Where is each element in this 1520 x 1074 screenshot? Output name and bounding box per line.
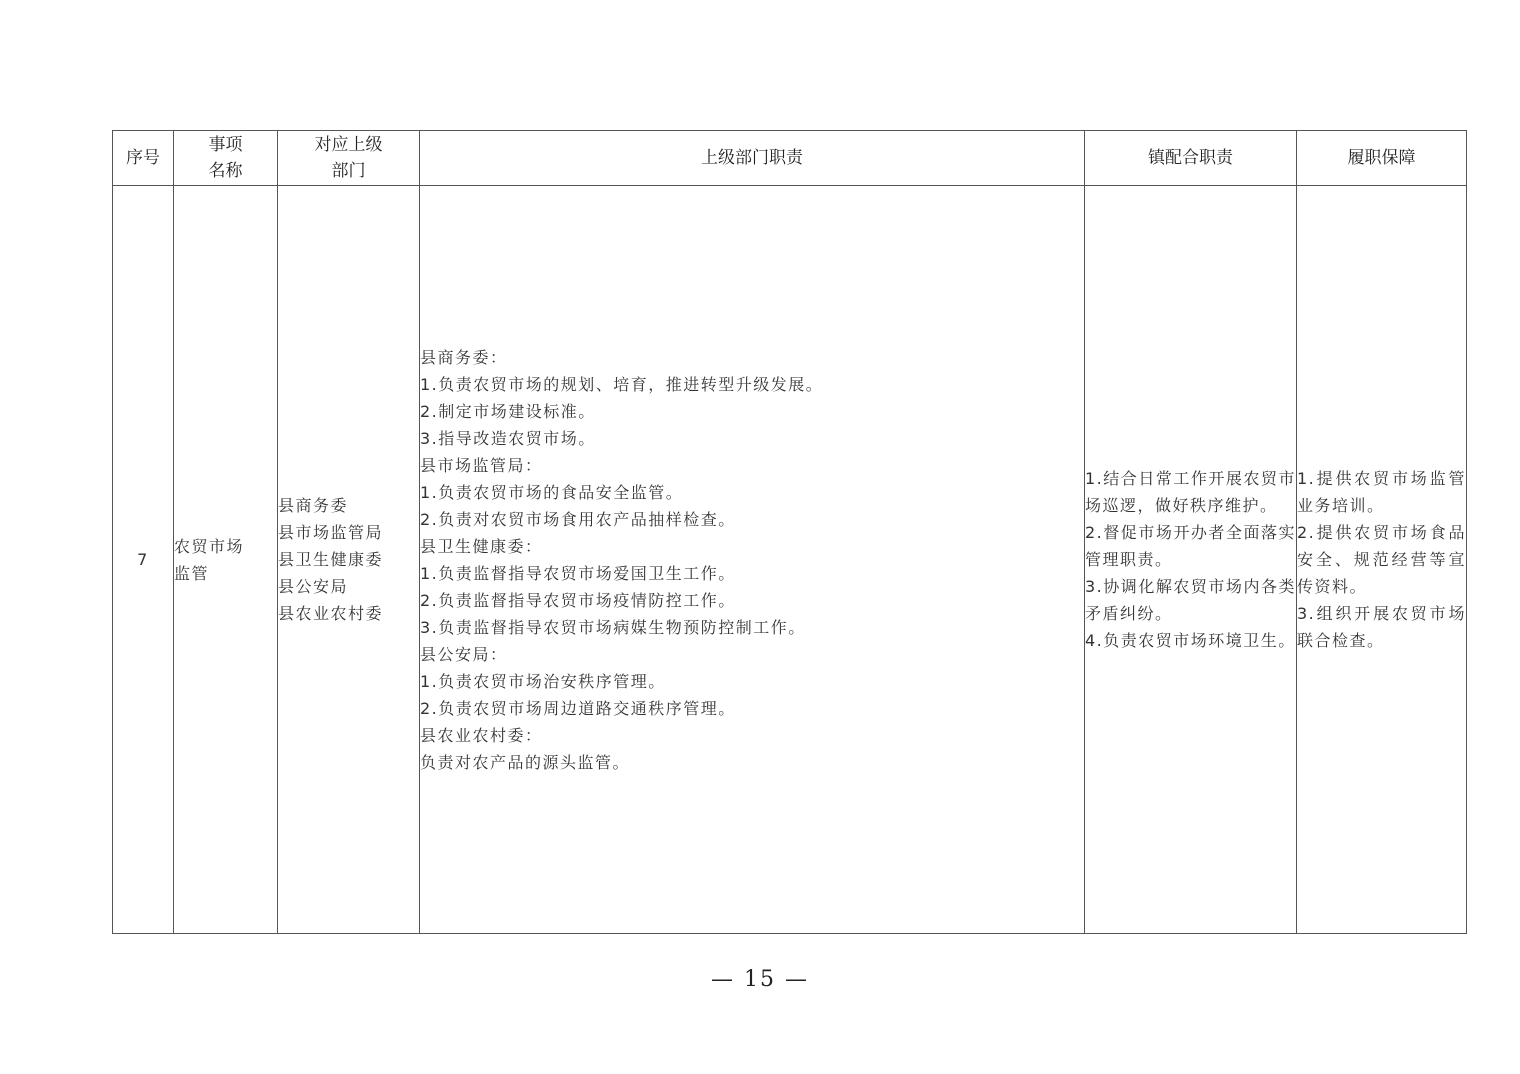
header-town: 镇配合职责	[1085, 131, 1297, 186]
duty-line: 2.负责监督指导农贸市场疫情防控工作。	[420, 590, 736, 610]
header-guarantee: 履职保障	[1297, 131, 1467, 186]
cell-guarantee	[1297, 186, 1467, 934]
duty-line: 县市场监管局：	[420, 455, 543, 475]
dept-line: 县市场监管局	[278, 523, 384, 542]
header-dept-line: 对应上级	[314, 135, 383, 155]
duty-line: 1.负责农贸市场的规划、培育，推进转型升级发展。	[420, 374, 824, 394]
cell-seq: 7	[113, 186, 174, 934]
cell-town-duties	[1085, 186, 1297, 934]
duty-line: 县公安局：	[420, 644, 508, 664]
duty-line: 县农业农村委：	[420, 725, 543, 745]
dept-line: 县卫生健康委	[278, 550, 384, 569]
header-seq: 序号	[113, 131, 174, 186]
guarantee-line: 2.提供农贸市场食品安全、规范经营等宣传资料。	[1297, 523, 1466, 596]
table-row	[113, 186, 1467, 934]
duty-line: 1.负责农贸市场的食品安全监管。	[420, 482, 684, 502]
dept-line: 县商务委	[278, 496, 349, 515]
header-duties: 上级部门职责	[420, 131, 1085, 186]
town-duty-line: 3.协调化解农贸市场内各类矛盾纠纷。	[1085, 577, 1296, 623]
item-name-line: 监管	[174, 563, 210, 583]
town-duty-line: 4.负责农贸市场环境卫生。	[1085, 631, 1296, 650]
duty-line: 县商务委：	[420, 347, 508, 367]
duty-line: 2.制定市场建设标准。	[420, 401, 596, 421]
item-name-line: 农贸市场	[174, 536, 245, 556]
duty-line: 2.负责农贸市场周边道路交通秩序管理。	[420, 698, 736, 718]
dept-line: 县农业农村委	[278, 604, 384, 623]
duty-line: 1.负责监督指导农贸市场爱国卫生工作。	[420, 563, 736, 583]
table-header-row	[113, 131, 1467, 186]
duty-line: 3.负责监督指导农贸市场病媒生物预防控制工作。	[420, 617, 806, 637]
duty-line: 1.负责农贸市场治安秩序管理。	[420, 671, 666, 691]
header-item-name	[174, 131, 278, 186]
guarantee-line: 1.提供农贸市场监管业务培训。	[1297, 469, 1466, 515]
dept-line: 县公安局	[278, 577, 349, 596]
town-duty-line: 2.督促市场开办者全面落实管理职责。	[1085, 523, 1296, 569]
cell-depts	[278, 186, 420, 934]
duty-line: 县卫生健康委：	[420, 536, 543, 556]
page-number: — 15 —	[711, 967, 809, 992]
duty-line: 3.指导改造农贸市场。	[420, 428, 596, 448]
cell-item-name	[174, 186, 278, 934]
cell-duties	[420, 186, 1085, 934]
guarantee-line: 3.组织开展农贸市场联合检查。	[1297, 604, 1466, 650]
town-duty-line: 1.结合日常工作开展农贸市场巡逻，做好秩序维护。	[1085, 469, 1296, 515]
duty-table	[112, 130, 1467, 934]
header-item-name-line: 名称	[208, 161, 243, 181]
duty-line: 2.负责对农贸市场食用农产品抽样检查。	[420, 509, 736, 529]
header-item-name-line: 事项	[208, 135, 243, 155]
duty-line: 负责对农产品的源头监管。	[420, 752, 631, 772]
header-dept	[278, 131, 420, 186]
header-dept-line: 部门	[331, 161, 366, 181]
